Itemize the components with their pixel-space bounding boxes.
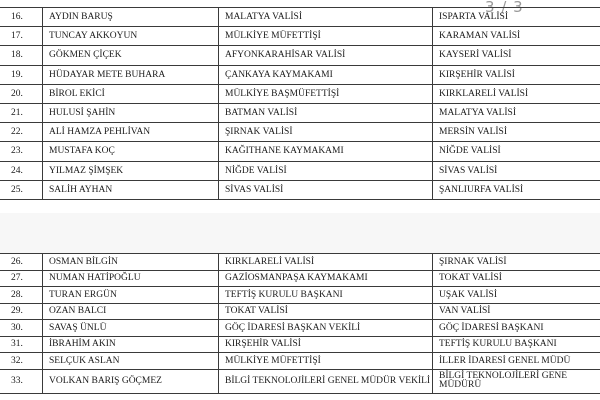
row-number: 32. [0, 353, 43, 370]
page-break [0, 213, 600, 253]
person-name: AYDIN BARUŞ [43, 8, 219, 27]
person-name: SAVAŞ ÜNLÜ [43, 320, 219, 337]
table-row [0, 161, 600, 180]
table-row [0, 320, 600, 337]
current-position: ÇANKAYA KAYMAKAMI [219, 65, 433, 84]
new-position: NİĞDE VALİSİ [433, 142, 600, 161]
row-number: 16. [0, 8, 43, 27]
row-number: 28. [0, 287, 43, 304]
row-number: 26. [0, 254, 43, 271]
new-position: SİVAS VALİSİ [433, 161, 600, 180]
new-position: İLLER İDARESİ GENEL MÜDÜ [433, 353, 600, 370]
person-name: SELÇUK ASLAN [43, 353, 219, 370]
table-row [0, 336, 600, 353]
table-row [0, 254, 600, 271]
person-name: TUNCAY AKKOYUN [43, 27, 219, 46]
row-number: 17. [0, 27, 43, 46]
table-row [0, 303, 600, 320]
table-row [0, 27, 600, 46]
table-row [0, 46, 600, 65]
current-position: SİVAS VALİSİ [219, 180, 433, 199]
current-position: MALATYA VALİSİ [219, 8, 433, 27]
current-position: MÜLKİYE MÜFETTİŞİ [219, 353, 433, 370]
current-position: AFYONKARAHİSAR VALİSİ [219, 46, 433, 65]
current-position: KIRŞEHİR VALİSİ [219, 336, 433, 353]
table-row [0, 353, 600, 370]
new-position: TOKAT VALİSİ [433, 270, 600, 287]
table-row [0, 369, 600, 393]
person-name: İBRAHİM AKIN [43, 336, 219, 353]
table-row [0, 103, 600, 122]
person-name: YILMAZ ŞİMŞEK [43, 161, 219, 180]
row-number: 20. [0, 84, 43, 103]
current-position: ŞIRNAK VALİSİ [219, 123, 433, 142]
new-position: ŞANLIURFA VALİSİ [433, 180, 600, 199]
row-number: 30. [0, 320, 43, 337]
appointments-table-top [0, 7, 600, 200]
table-row [0, 180, 600, 199]
person-name: HULUSİ ŞAHİN [43, 103, 219, 122]
person-name: VOLKAN BARIŞ GÖÇMEZ [43, 369, 219, 393]
person-name: TURAN ERGÜN [43, 287, 219, 304]
new-position: TEFTİŞ KURULU BAŞKANI [433, 336, 600, 353]
row-number: 22. [0, 123, 43, 142]
row-number: 19. [0, 65, 43, 84]
row-number: 33. [0, 369, 43, 393]
table-row [0, 8, 600, 27]
table-row [0, 123, 600, 142]
appointments-table-bottom [0, 253, 600, 394]
row-number: 25. [0, 180, 43, 199]
new-position: ISPARTA VALİSİ [433, 8, 600, 27]
new-position: MALATYA VALİSİ [433, 103, 600, 122]
person-name: OSMAN BİLGİN [43, 254, 219, 271]
row-number: 29. [0, 303, 43, 320]
table-row [0, 287, 600, 304]
current-position: MÜLKİYE MÜFETTİŞİ [219, 27, 433, 46]
new-position: KAYSERİ VALİSİ [433, 46, 600, 65]
table-row [0, 65, 600, 84]
new-position: KARAMAN VALİSİ [433, 27, 600, 46]
person-name: ALİ HAMZA PEHLİVAN [43, 123, 219, 142]
person-name: BİROL EKİCİ [43, 84, 219, 103]
person-name: NUMAN HATİPOĞLU [43, 270, 219, 287]
row-number: 21. [0, 103, 43, 122]
person-name: SALİH AYHAN [43, 180, 219, 199]
current-position: BATMAN VALİSİ [219, 103, 433, 122]
table-row [0, 270, 600, 287]
new-position: BİLGİ TEKNOLOJİLERİ GENE MÜDÜRÜ [433, 369, 600, 393]
current-position: MÜLKİYE BAŞMÜFETTİŞİ [219, 84, 433, 103]
new-position: VAN VALİSİ [433, 303, 600, 320]
new-position: MERSİN VALİSİ [433, 123, 600, 142]
new-position: KIRŞEHİR VALİSİ [433, 65, 600, 84]
row-number: 31. [0, 336, 43, 353]
current-position: TEFTİŞ KURULU BAŞKANI [219, 287, 433, 304]
current-position: TOKAT VALİSİ [219, 303, 433, 320]
table-row [0, 84, 600, 103]
table-row [0, 142, 600, 161]
row-number: 27. [0, 270, 43, 287]
current-position: KIRKLARELİ VALİSİ [219, 254, 433, 271]
current-position: BİLGİ TEKNOLOJİLERİ GENEL MÜDÜR VEKİLİ [219, 369, 433, 393]
new-position: ŞIRNAK VALİSİ [433, 254, 600, 271]
person-name: HÜDAYAR METE BUHARA [43, 65, 219, 84]
person-name: MUSTAFA KOÇ [43, 142, 219, 161]
row-number: 18. [0, 46, 43, 65]
current-position: KAĞITHANE KAYMAKAMI [219, 142, 433, 161]
page-indicator: 3 / 3 [485, 0, 524, 16]
current-position: NİĞDE VALİSİ [219, 161, 433, 180]
new-position: UŞAK VALİSİ [433, 287, 600, 304]
current-position: GAZİOSMANPAŞA KAYMAKAMI [219, 270, 433, 287]
person-name: OZAN BALCI [43, 303, 219, 320]
person-name: GÖKMEN ÇİÇEK [43, 46, 219, 65]
row-number: 24. [0, 161, 43, 180]
new-position: KIRKLARELİ VALİSİ [433, 84, 600, 103]
current-position: GÖÇ İDARESİ BAŞKAN VEKİLİ [219, 320, 433, 337]
new-position: GÖÇ İDARESİ BAŞKANI [433, 320, 600, 337]
row-number: 23. [0, 142, 43, 161]
